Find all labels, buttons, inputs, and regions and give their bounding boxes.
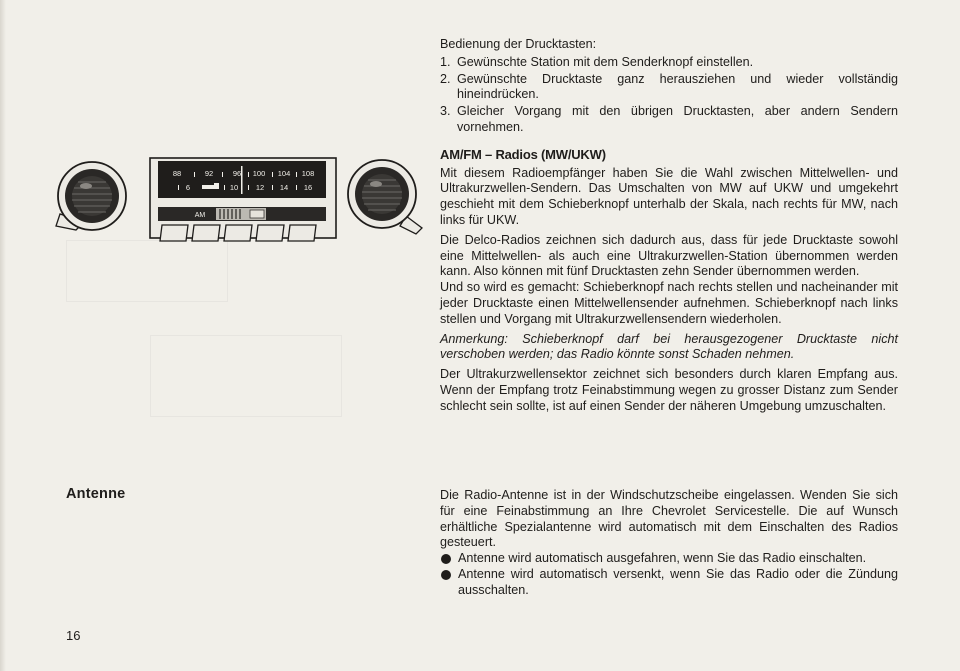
- am-scale-label: 10: [229, 183, 239, 192]
- show-through-ghost: [150, 335, 342, 417]
- amfm-paragraph: Die Delco-Radios zeichnen sich dadurch aus, dass für jede Drucktaste sowohl eine Mittelwellen- als auch eine Ultrakurzwellen-Station übernommen werden kann. Also können mit fünf Drucktasten zehn Sender übernommen werden.: [440, 232, 898, 279]
- amfm-note: Anmerkung: Schieberknopf darf bei herausgezogener Drucktaste nicht verschoben werden; das Radio könnte sonst Schaden nehmen.: [440, 331, 898, 362]
- slider-label: AM: [194, 212, 206, 219]
- step-text: Gewünschte Drucktaste ganz herausziehen und wieder vollständig hineindrücken.: [457, 71, 898, 102]
- amfm-paragraph: Und so wird es gemacht: Schieberknopf nach rechts stellen und nacheinander mit jeder Drucktaste einen Mittelwellensender aufnehmen. Schieberknopf nach links stellen und Vorgang mit Ultrakurzwellensendern wiederholen.: [440, 280, 898, 326]
- am-scale-label: 12: [255, 183, 265, 192]
- bullet-icon: [441, 554, 451, 564]
- fm-scale-label: 96: [232, 169, 242, 178]
- am-scale-label: 6: [185, 183, 191, 192]
- amfm-paragraph: Mit diesem Radioempfänger haben Sie die Wahl zwischen Mittelwellen- und Ultrakurzwellen-Sendern. Das Umschalten von MW auf UKW und umgekehrt geschieht mit dem Schieberknopf unterhalb der Skala, nach rechts für MW, nach links für UKW.: [440, 165, 898, 227]
- step-text: Gleicher Vorgang mit den übrigen Drucktasten, aber andern Sendern vornehmen.: [457, 104, 898, 134]
- antenna-heading: Antenne: [66, 486, 126, 502]
- antenna-paragraph: Die Radio-Antenne ist in der Windschutzscheibe eingelassen. Wenden Sie sich für eine Feinabstimmung an Ihre Chevrolet Servicestelle. Die auf Wunsch erhältliche Spezialantenne wird automatisch mit dem Einschalten des Radios gesteuert.: [440, 488, 898, 550]
- am-scale-label: 16: [303, 183, 313, 192]
- list-item: [440, 551, 898, 567]
- step-number: 1.: [440, 54, 451, 69]
- right-knob-icon: [348, 160, 422, 234]
- list-item: [440, 567, 898, 599]
- text-column-antenna: [440, 488, 898, 599]
- fm-scale-label: 92: [204, 169, 214, 178]
- amfm-heading: AM/FM – Radios (MW/UKW): [440, 146, 606, 162]
- fm-scale-label: 88: [172, 169, 182, 178]
- list-item: [440, 104, 898, 136]
- page-number: 16: [66, 628, 81, 643]
- list-item: [440, 55, 898, 71]
- dial-pointer: [241, 166, 243, 194]
- list-item: [440, 72, 898, 104]
- slider-knob-icon: [216, 208, 266, 220]
- bullet-text: Antenne wird automatisch versenkt, wenn Sie das Radio oder die Zündung ausschalten.: [458, 566, 898, 597]
- radio-illustration: [54, 152, 430, 257]
- step-number: 2.: [440, 71, 451, 86]
- amfm-paragraph: Der Ultrakurzwellensektor zeichnet sich besonders durch klaren Empfang aus. Wenn der Empfang trotz Feinabstimmung wegen zu grosser Distanz zum Sender schlecht sein sollte, ist auf einen Sender der näheren Umgebung umzuschalten.: [440, 367, 898, 413]
- left-knob-icon: [56, 162, 126, 230]
- step-number: 3.: [440, 104, 451, 119]
- pushbutton-steps: [440, 55, 898, 136]
- bullet-text: Antenne wird automatisch ausgefahren, wenn Sie das Radio einschalten.: [458, 551, 867, 566]
- pushbutton-section-title: Bedienung der Drucktasten:: [440, 37, 597, 51]
- text-column-top: [440, 37, 898, 415]
- fm-scale-label: 104: [277, 169, 291, 178]
- preset-pushbuttons: [160, 225, 316, 241]
- am-scale-label: 14: [279, 183, 289, 192]
- bullet-icon: [441, 570, 451, 580]
- fm-scale-label: 100: [252, 169, 266, 178]
- step-text: Gewünschte Station mit dem Senderknopf einstellen.: [457, 54, 754, 69]
- page-binding-edge: [0, 0, 6, 671]
- antenna-bullets: [440, 551, 898, 598]
- fm-scale-label: 108: [301, 169, 315, 178]
